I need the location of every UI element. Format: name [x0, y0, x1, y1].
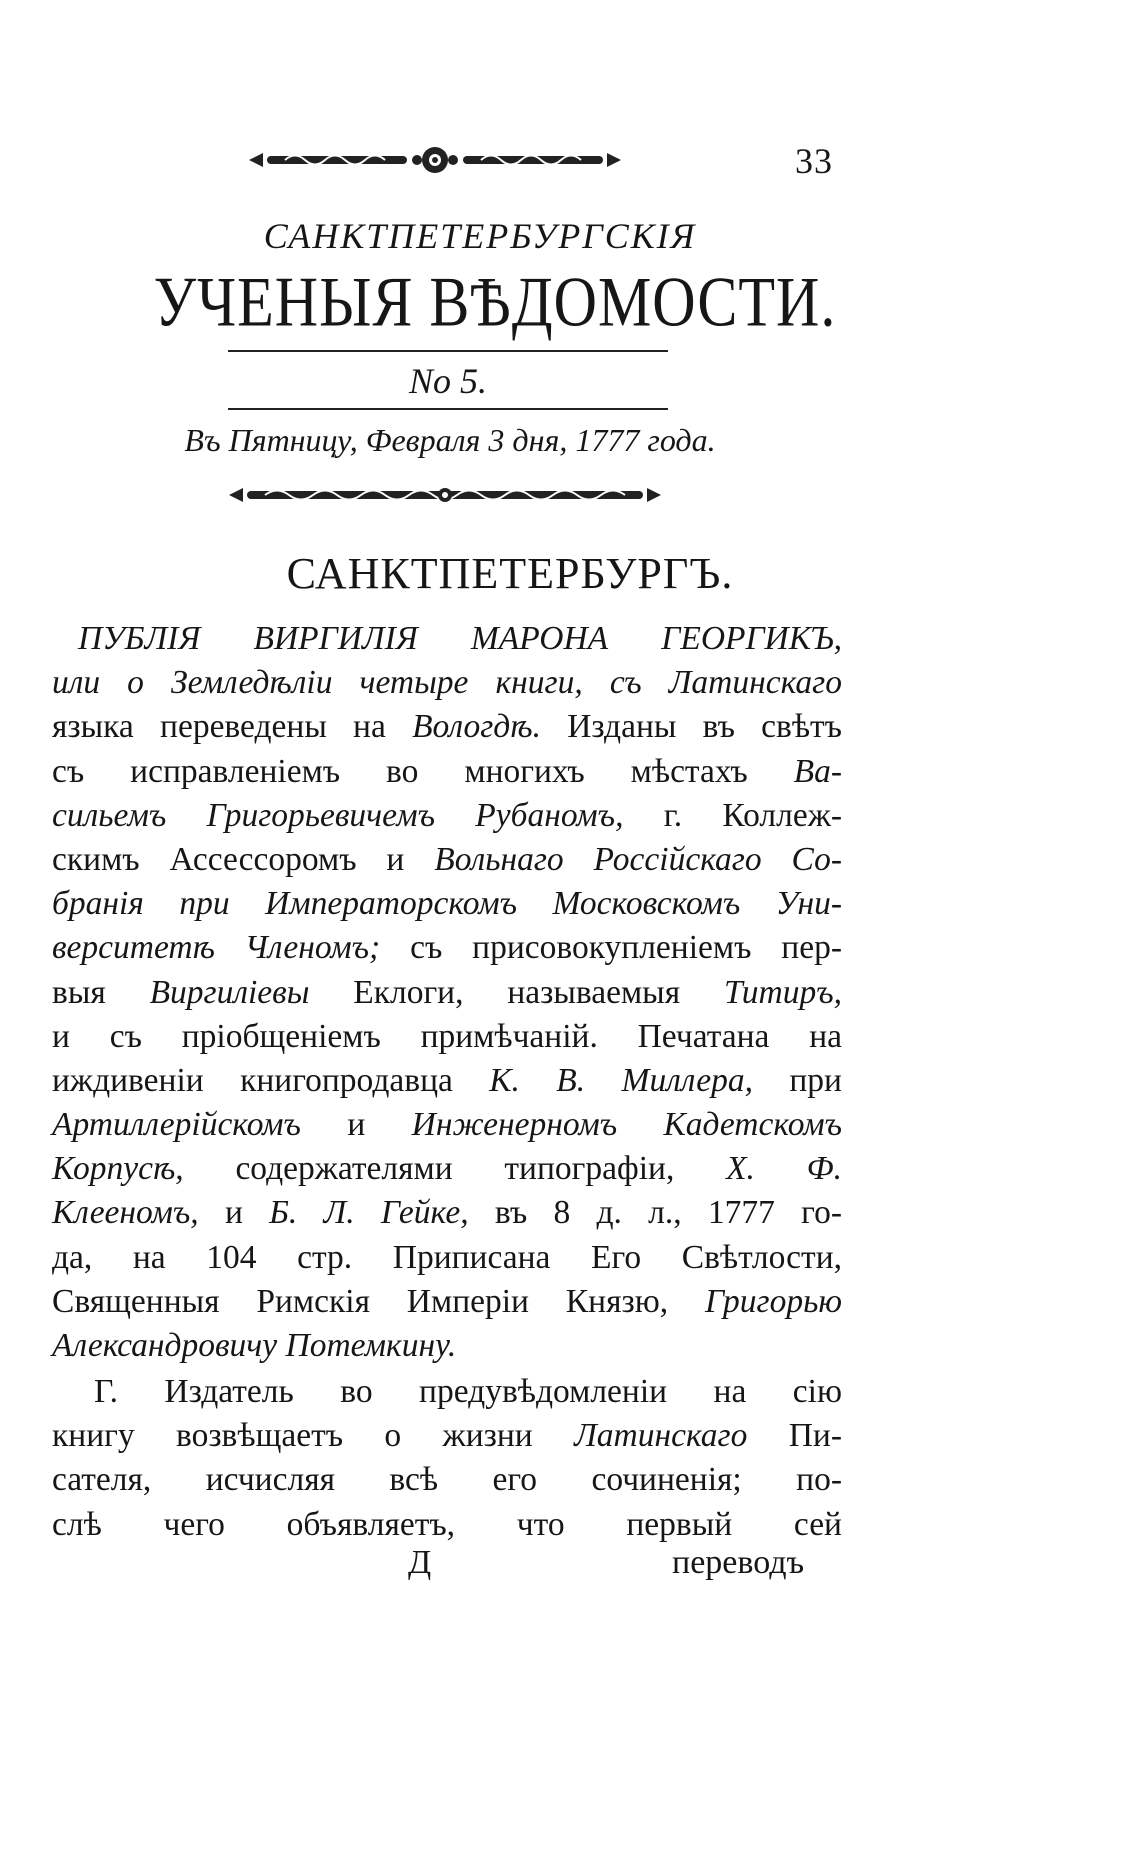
text-run: г. Коллеж- [623, 796, 842, 834]
section-title: САНКТПЕТЕРБУРГЪ. [286, 549, 734, 598]
text-line [52, 1147, 842, 1191]
text-line [52, 1503, 842, 1547]
rule-top [228, 350, 668, 352]
text-run: бранія при Императорскомъ Московскомъ Уни- [52, 885, 842, 923]
text-run: Латинскаго [574, 1417, 748, 1455]
text-run: Инженерномъ Кадетскомъ [411, 1106, 842, 1144]
text-line [52, 1414, 842, 1458]
article-paragraph-1 [52, 617, 842, 1368]
text-run: X. Ф. [726, 1150, 842, 1188]
text-run: Титиръ, [723, 973, 842, 1011]
text-run: Священныя Римскія Имперіи Князю, [52, 1282, 705, 1320]
text-line [52, 1059, 842, 1103]
text-line [52, 617, 842, 661]
text-run: языка переведены на [52, 708, 413, 746]
text-run: Б. Л. Гейке, [269, 1194, 469, 1232]
catchword: переводъ [672, 1544, 805, 1581]
masthead-title: УЧЕНЫЯ ВѢДОМОСТИ. [153, 263, 837, 342]
text-run: да, на 104 стр. Приписана Его Свѣтлости, [52, 1238, 842, 1276]
text-run: К. В. Миллера, [489, 1061, 753, 1099]
text-run: выя [52, 973, 150, 1011]
book-title: ПУБЛІЯ ВИРГИЛІЯ МАРОНА ГЕОРГИКЪ, [78, 620, 842, 657]
text-line [52, 926, 842, 970]
text-run: Артиллерійскомъ [52, 1106, 301, 1144]
text-run: съ присовокупленіемъ пер- [380, 929, 842, 967]
text-run: слѣ чего объявляетъ, что первый сей [52, 1505, 842, 1543]
text-run: Ва- [793, 752, 842, 790]
text-run: скимъ Ассессоромъ и [52, 840, 435, 878]
text-run: Александровичу Потемкину. [52, 1327, 457, 1364]
text-run: верситетѣ Членомъ; [52, 929, 381, 967]
text-run: сателя, исчисляя всѣ его сочиненія; по- [52, 1461, 842, 1499]
text-run: Виргиліевы [149, 973, 310, 1011]
text-run: и [300, 1106, 412, 1144]
article-paragraph-2 [52, 1370, 842, 1547]
text-run: въ 8 д. л., 1777 го- [468, 1194, 842, 1232]
text-run: съ исправленіемъ во многихъ мѣстахъ [52, 752, 794, 790]
text-line [52, 1103, 842, 1147]
text-line [52, 1015, 842, 1059]
ornament-divider [225, 480, 665, 510]
text-line [52, 750, 842, 794]
text-run: Пи- [747, 1417, 843, 1455]
page-number: 33 [795, 141, 833, 181]
text-run: сильемъ Григорьевичемъ Рубаномъ, [52, 796, 624, 834]
text-run: и [198, 1194, 270, 1232]
text-line [52, 882, 842, 926]
kicker-title: САНКТПЕТЕРБУРГСКІЯ [263, 216, 697, 256]
text-run: книгу возвѣщаетъ о жизни [52, 1417, 575, 1455]
text-line [52, 1191, 842, 1235]
text-run: Клееномъ, [52, 1194, 199, 1232]
text-line [52, 971, 842, 1015]
text-line [52, 794, 842, 838]
text-run: Григорью [704, 1282, 842, 1320]
text-run: содержателями типографіи, [183, 1150, 727, 1188]
text-run: Г. Издатель во предувѣдомленіи на сію [94, 1373, 842, 1410]
ornament-top [245, 145, 625, 175]
text-run: при [752, 1061, 842, 1099]
text-line [52, 661, 842, 705]
text-line [52, 838, 842, 882]
text-line [52, 1280, 842, 1324]
text-run: иждивеніи книгопродавца [52, 1061, 490, 1099]
text-run: Вологдѣ. [412, 708, 541, 746]
text-line [52, 1458, 842, 1502]
issue-number: No 5. [408, 361, 487, 401]
text-run: Корпусѣ, [52, 1150, 184, 1188]
text-line [52, 1236, 842, 1280]
text-line [52, 1324, 842, 1368]
text-run: или о Земледѣліи четыре книги, съ Латинскаго [52, 664, 842, 702]
text-line [52, 1370, 842, 1414]
text-line [52, 705, 842, 749]
text-run: Изданы въ свѣтъ [540, 708, 842, 746]
text-run: Вольнаго Россійскаго Со- [434, 840, 842, 878]
dateline: Въ Пятницу, Февраля 3 дня, 1777 года. [184, 422, 716, 458]
signature-mark: Д [408, 1544, 432, 1581]
text-run: и съ пріобщеніемъ примѣчаній. Печатана на [52, 1017, 842, 1055]
rule-bottom [228, 408, 668, 410]
text-run: Еклоги, называемыя [309, 973, 724, 1011]
